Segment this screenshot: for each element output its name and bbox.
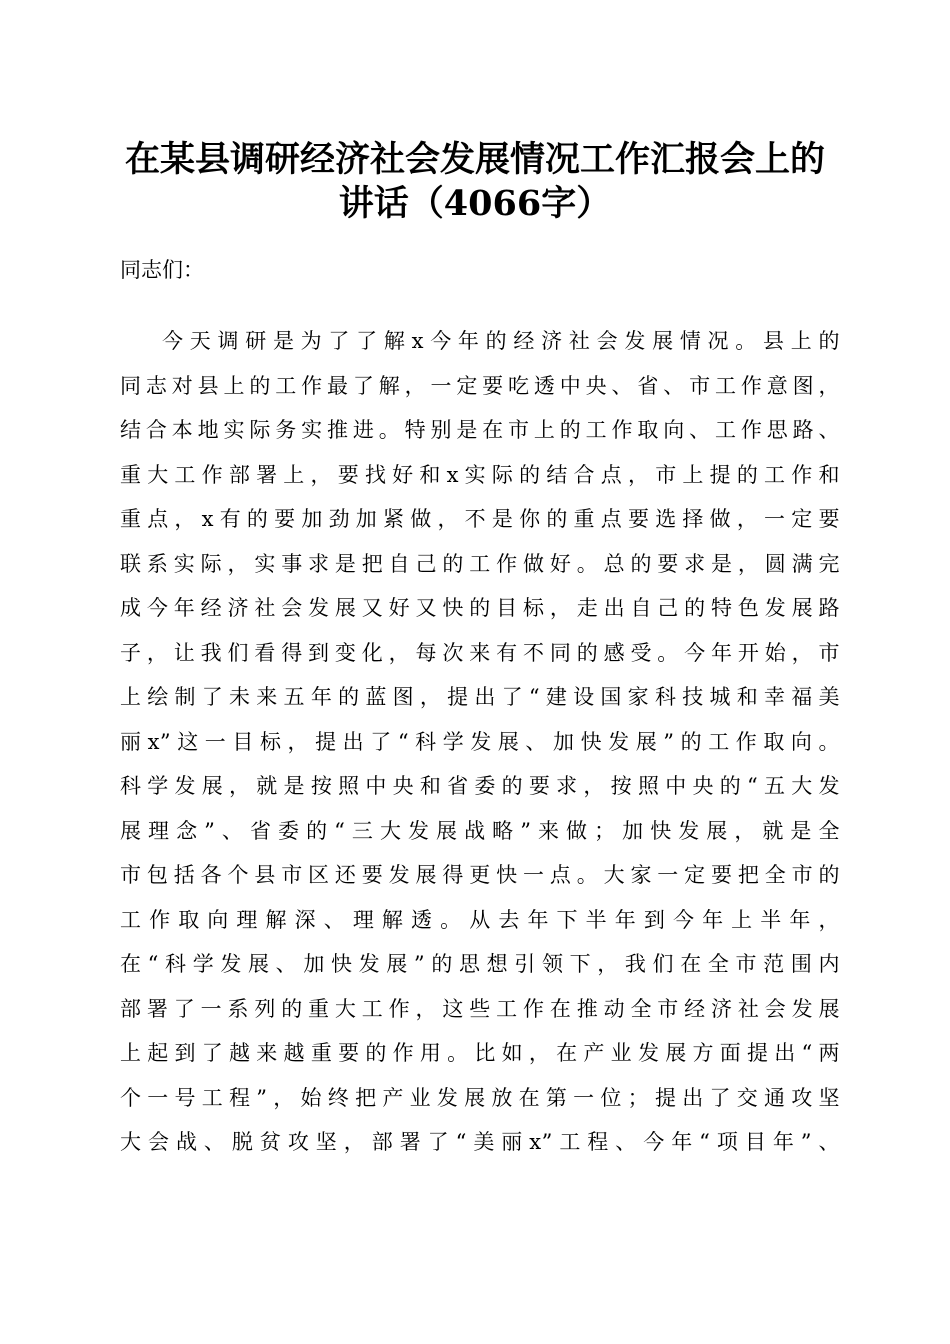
body-line: 今天调研是为了了解x今年的经济社会发展情况。县上的 — [162, 329, 840, 353]
body-text — [120, 324, 840, 1170]
body-line: 科学发展，就是按照中央和省委的要求，按照中央的“五大发 — [120, 774, 840, 798]
body-line: 重大工作部署上，要找好和x实际的结合点，市上提的工作和 — [120, 462, 840, 487]
document-title-line-1: 在某县调研经济社会发展情况工作汇报会上的 — [124, 139, 825, 180]
body-line: 个一号工程”，始终把产业发展放在第一位；提出了交通攻坚 — [120, 1085, 840, 1110]
body-line: 市包括各个县市区还要发展得更快一点。大家一定要把全市的 — [120, 863, 840, 887]
body-line: 部署了一系列的重大工作，这些工作在推动全市经济社会发展 — [120, 996, 840, 1021]
body-line: 丽x”这一目标，提出了“科学发展、加快发展”的工作取向。 — [120, 729, 840, 754]
body-line: 大会战、脱贫攻坚，部署了“美丽x”工程、今年“项目年”、 — [120, 1130, 840, 1154]
body-line: 上起到了越来越重要的作用。比如，在产业发展方面提出“两 — [120, 1041, 840, 1065]
body-line: 同志对县上的工作最了解，一定要吃透中央、省、市工作意图， — [120, 373, 840, 398]
body-line: 工作取向理解深、理解透。从去年下半年到今年上半年， — [120, 907, 840, 932]
body-line: 成今年经济社会发展又好又快的目标，走出自己的特色发展路 — [120, 596, 840, 620]
body-line: 联系实际，实事求是把自己的工作做好。总的要求是，圆满完 — [120, 551, 840, 576]
body-line: 结合本地实际务实推进。特别是在市上的工作取向、工作思路、 — [120, 418, 840, 442]
body-line: 子，让我们看得到变化，每次来有不同的感受。今年开始，市 — [120, 640, 840, 665]
body-line: 展理念”、省委的“三大发展战略”来做；加快发展，就是全 — [120, 818, 840, 843]
body-line: 上绘制了未来五年的蓝图，提出了“建设国家科技城和幸福美 — [120, 685, 840, 709]
body-line: 在“科学发展、加快发展”的思想引领下，我们在全市范围内 — [120, 952, 840, 976]
document-title-line-2: 讲话（4066字） — [338, 183, 612, 224]
body-line: 重点，x有的要加劲加紧做，不是你的重点要选择做，一定要 — [120, 507, 840, 531]
greeting: 同志们： — [120, 258, 204, 282]
